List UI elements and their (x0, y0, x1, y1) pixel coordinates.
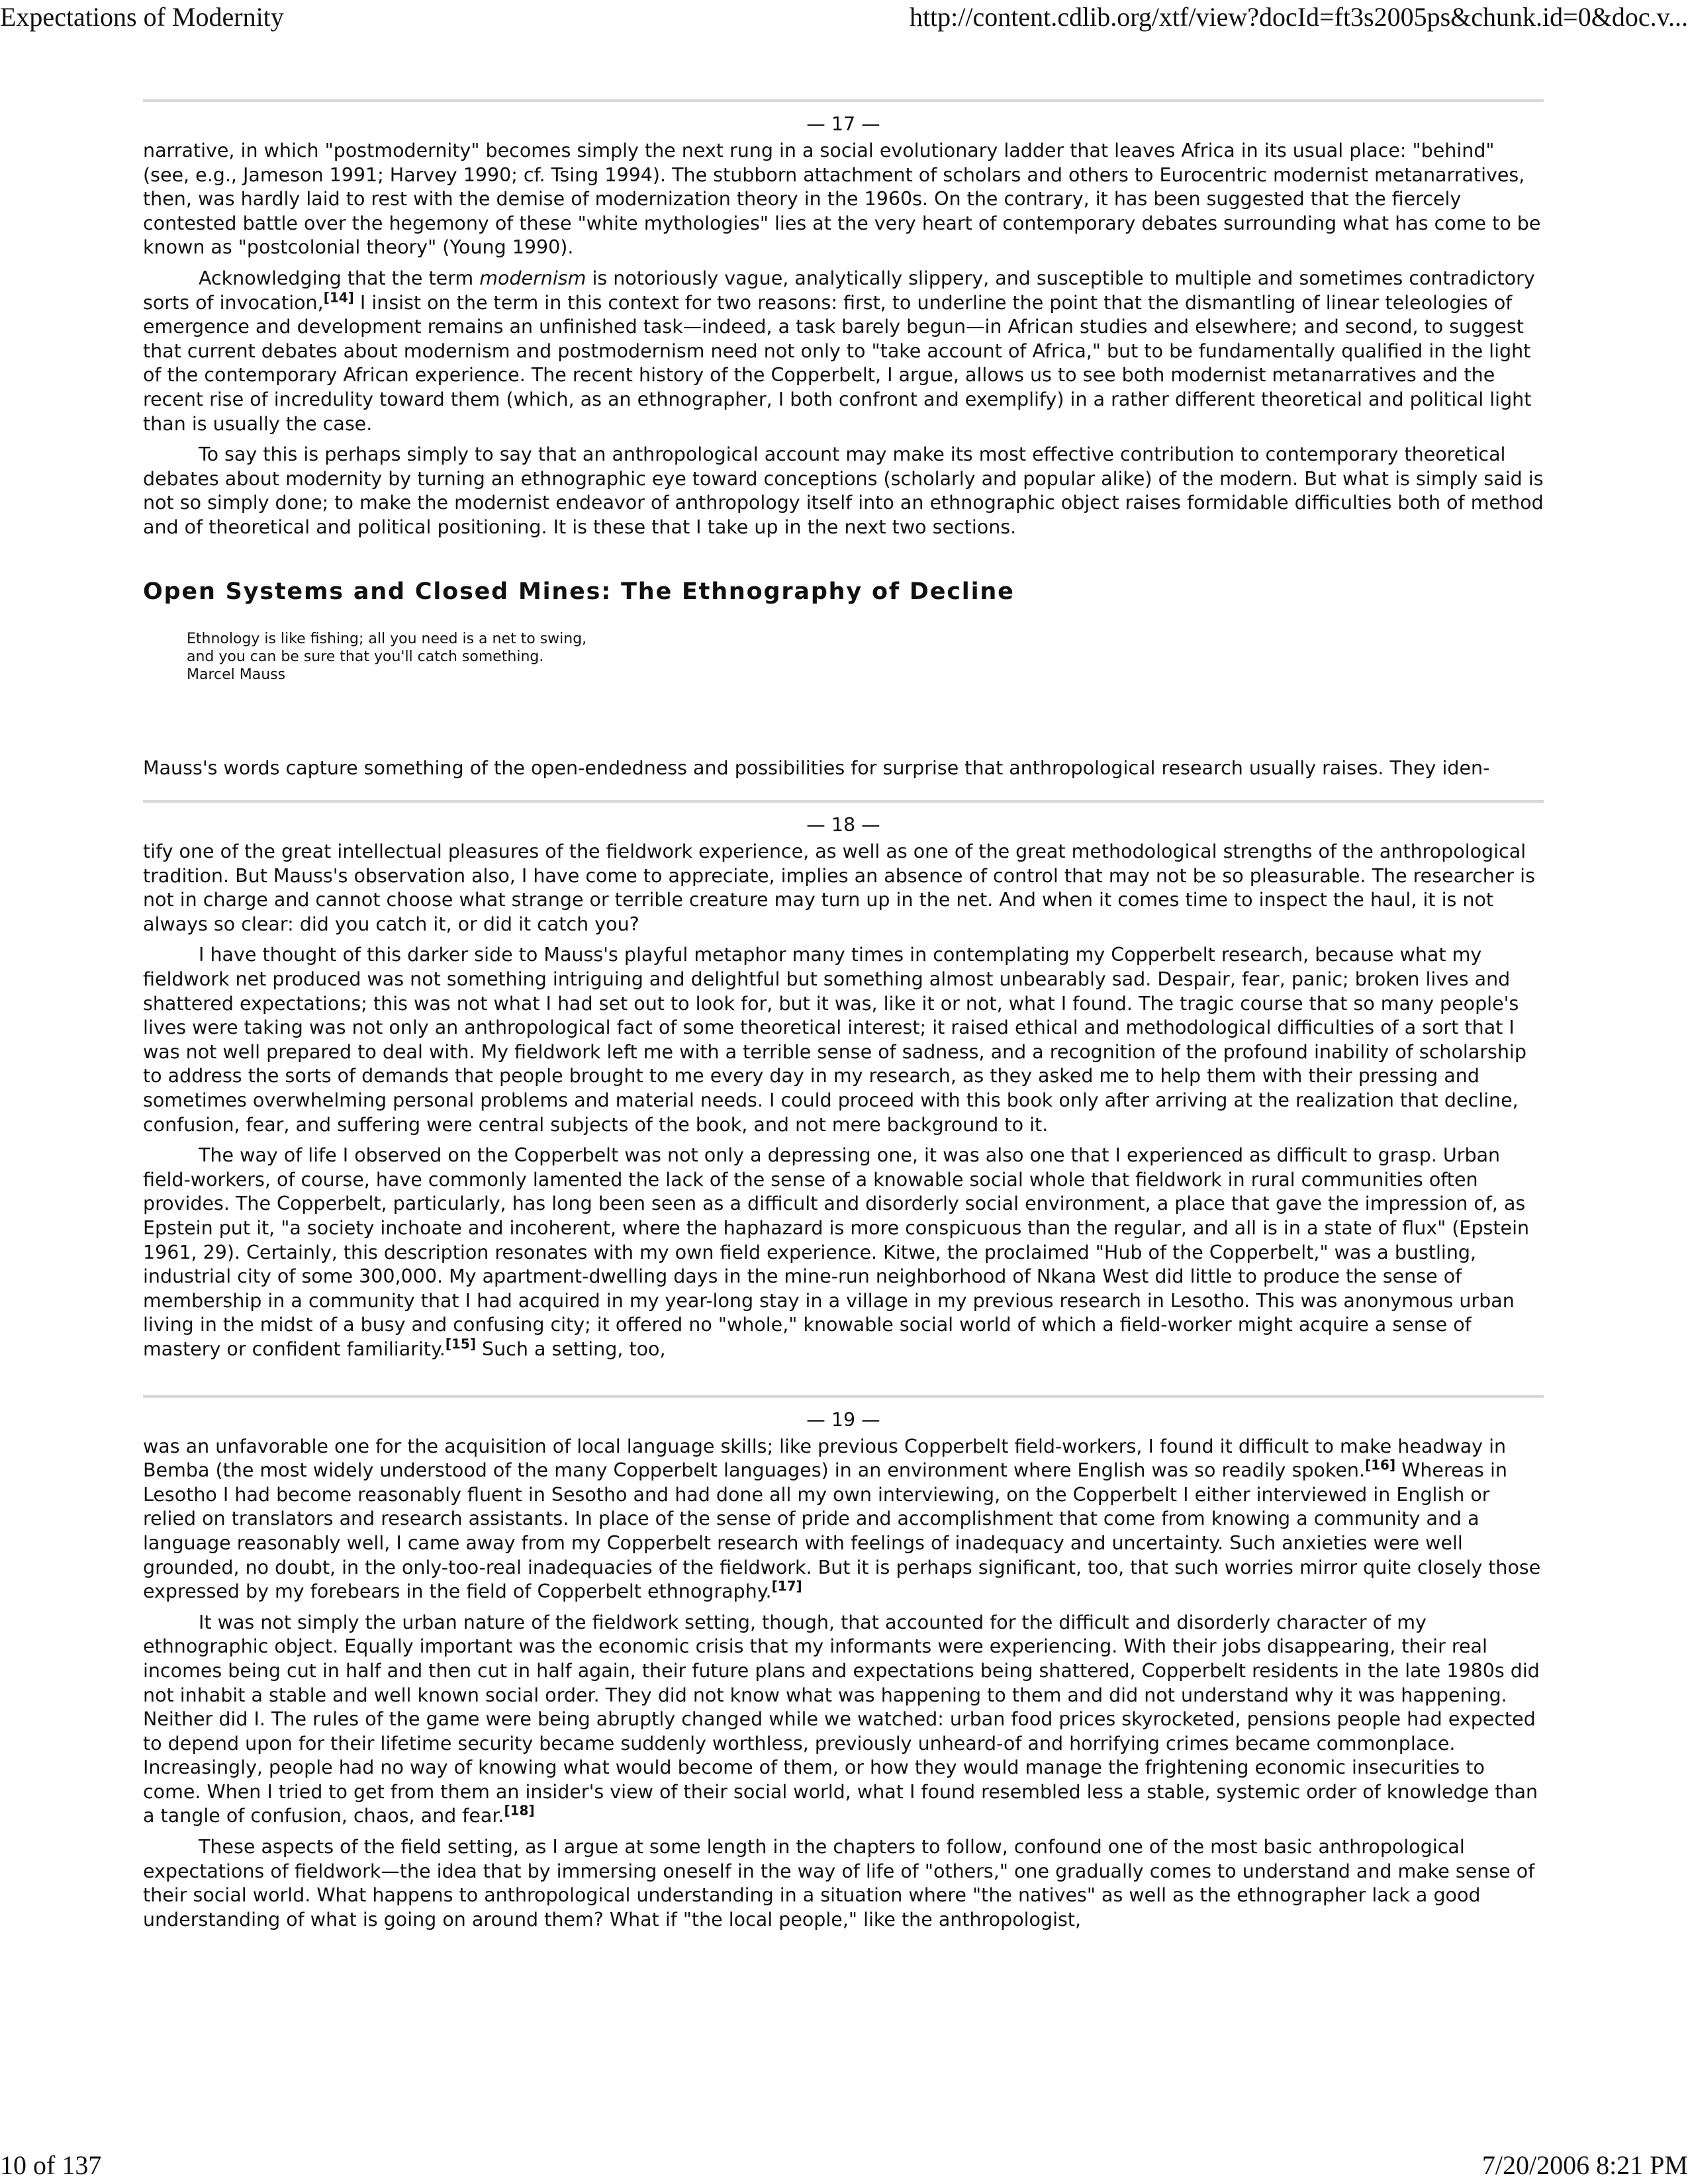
footnote-link-15[interactable]: [15] (445, 1336, 476, 1352)
page-number-17: — 17 — (806, 113, 880, 135)
epigraph-author: Marcel Mauss (187, 666, 286, 683)
page-separator (143, 800, 1544, 803)
page-separator (143, 99, 1544, 102)
paragraph: I have thought of this darker side to Mauss's playful metaphor many times in contemplating my Copperbelt research, because what my fieldwork net produced was not something intriguing and delightful but something almost unbearably sad. Despair, fear, panic; broken lives and shattered expectations; this was not what I had set out to look for, but it was, like it or not, what I found. The tragic course that so many people's lives were taking was not only an anthropological fact of some theoretical interest; it raised ethical and methodological difficulties of a sort that I was not well prepared to deal with. My fieldwork left me with a terrible sense of sadness, and a recognition of the profound inability of scholarship to address the sorts of demands that people brought to me every day in my research, as they asked me to help them with their pressing and sometimes overwhelming personal problems and material needs. I could proceed with this book only after arriving at the realization that decline, confusion, fear, and suffering were central subjects of the book, and not mere background to it. (143, 944, 1526, 1136)
epigraph: Ethnology is like fishing; all you need is a net to swing, and you can be sure that you'll catch something. Marcel Mauss (187, 630, 1544, 684)
paragraph: Acknowledging that the term modernism is notoriously vague, analytically slippery, and susceptible to multiple and sometimes contradictory sorts of invocation,[14] I insist on the term in this context for two reasons: first, to underline the point that the dismantling of linear teleologies of emergence and development remains an unfinished task—indeed, a task barely begun—in African studies and elsewhere; and second, to suggest that current debates about modernism and postmodernism need not only to "take account of Africa," but to be fundamentally qualified in the light of the contemporary African experience. The recent history of the Copperbelt, I argue, allows us to see both modernist metanarratives and the recent rise of incredulity toward them (which, as an ethnographer, I both confront and exemplify) in a rather different theoretical and political light than is usually the case. (143, 267, 1535, 435)
section-heading: Open Systems and Closed Mines: The Ethnography of Decline (143, 578, 1015, 605)
paragraph: narrative, in which "postmodernity" becomes simply the next rung in a social evolutionary ladder that leaves Africa in its usual place: "behind" (see, e.g., Jameson 1991; Harvey 1990; cf. Tsing 1994). The stubborn attachment of scholars and others to Eurocentric modernist metanarratives, then, was hardly laid to rest with the demise of modernization theory in the 1960s. On the contrary, it has been suggested that the fiercely contested battle over the hegemony of these "white mythologies" lies at the very heart of contemporary debates surrounding what has come to be known as "postcolonial theory" (Young 1990). (143, 140, 1541, 259)
footnote-link-17[interactable]: [17] (771, 1578, 802, 1594)
paragraph: was an unfavorable one for the acquisition of local language skills; like previous Copperbelt field-workers, I found it difficult to make headway in Bemba (the most widely understood of the many Copperbelt languages) in an environment where English was so readily spoken.[16] Whereas in Lesotho I had become reasonably fluent in Sesotho and had done all my own interviewing, on the Copperbelt I either interviewed in English or relied on translators and research assistants. In place of the sense of pride and accomplishment that come from knowing a community and a language reasonably well, I came away from my Copperbelt research with feelings of inadequacy and uncertainty. Such anxieties were well grounded, no doubt, in the only-too-real inadequacies of the fieldwork. But it is perhaps significant, too, that such worries mirror quite closely those expressed by my forebears in the field of Copperbelt ethnography.[17] (143, 1435, 1541, 1603)
footnote-link-16[interactable]: [16] (1365, 1457, 1396, 1473)
paragraph: Mauss's words capture something of the open-endedness and possibilities for surprise that anthropological research usually raises. They iden- (143, 756, 1490, 779)
paragraph: It was not simply the urban nature of the fieldwork setting, though, that accounted for the difficult and disorderly character of my ethnographic object. Equally important was the economic crisis that my informants were experiencing. With their jobs disappearing, their real incomes being cut in half and then cut in half again, their future plans and expectations being shattered, Copperbelt residents in the late 1980s did not inhabit a stable and well known social order. They did not know what was happening to them and did not understand why it was happening. Neither did I. The rules of the game were being abruptly changed while we watched: urban food prices skyrocketed, pensions people had expected to depend upon for their lifetime security became suddenly worthless, previously unheard-of and horrifying crimes became commonplace. Increasingly, people had no way of knowing what would become of them, or how they would manage the frightening economic insecurities to come. When I tried to get from them an insider's view of their social world, what I found resembled less a stable, systemic order of knowledge than a tangle of confusion, chaos, and fear.[18] (143, 1611, 1540, 1827)
page-count: 10 of 137 (0, 2150, 102, 2180)
page-separator (143, 1395, 1544, 1398)
page-number-18: — 18 — (806, 814, 880, 837)
footnote-link-18[interactable]: [18] (504, 1802, 535, 1819)
footnote-link-14[interactable]: [14] (323, 289, 354, 306)
page-url: http://content.cdlib.org/xtf/view?docId=ft3s2005ps&chunk.id=0&doc.v... (909, 2, 1688, 32)
paragraph: tify one of the great intellectual pleasures of the fieldwork experience, as well as one of the great methodological strengths of the anthropological tradition. But Mauss's observation also, I have come to appreciate, implies an absence of control that may not be so pleasurable. The researcher is not in charge and cannot choose what strange or terrible creature may turn up in the net. And when it comes time to inspect the haul, it is not always so clear: did you catch it, or did it catch you? (143, 841, 1535, 935)
print-timestamp: 7/20/2006 8:21 PM (1481, 2150, 1688, 2180)
emphasis: modernism (479, 267, 586, 289)
paragraph: These aspects of the field setting, as I argue at some length in the chapters to follow, confound one of the most basic anthropological expectations of fieldwork—the idea that by immersing oneself in the way of life of "others," one gradually comes to understand and make sense of their social world. What happens to anthropological understanding in a situation where "the natives" as well as the ethnographer lack a good understanding of what is going on around them? What if "the local people," like the anthropologist, (143, 1836, 1535, 1931)
document-body (143, 93, 1544, 1938)
document-title: Expectations of Modernity (0, 2, 284, 32)
paragraph: To say this is perhaps simply to say that an anthropological account may make its most effective contribution to contemporary theoretical debates about modernity by turning an ethnographic eye toward conceptions (scholarly and popular alike) of the modern. But what is simply said is not so simply done; to make the modernist endeavor of anthropology itself into an ethnographic object raises formidable difficulties both of method and of theoretical and political positioning. It is these that I take up in the next two sections. (143, 443, 1544, 538)
page-number-19: — 19 — (806, 1408, 880, 1431)
paragraph: The way of life I observed on the Copperbelt was not only a depressing one, it was also one that I experienced as difficult to grasp. Urban field-workers, of course, have commonly lamented the lack of the sense of a knowable social whole that fieldwork in rural communities often provides. The Copperbelt, particularly, has long been seen as a difficult and disorderly social environment, a place that gave the impression of, as Epstein put it, "a society inchoate and incoherent, where the haphazard is more conspicuous than the regular, and all is in a state of flux" (Epstein 1961, 29). Certainly, this description resonates with my own field experience. Kitwe, the proclaimed "Hub of the Copperbelt," was a bustling, industrial city of some 300,000. My apartment-dwelling days in the mine-run neighborhood of Nkana West did little to produce the sense of membership in a community that I had acquired in my year-long stay in a village in my previous research in Lesotho. This was anonymous urban living in the midst of a busy and confusing city; it offered no "whole," knowable social world of which a field-worker might acquire a sense of mastery or confident familiarity.[15] Such a setting, too, (143, 1144, 1530, 1360)
